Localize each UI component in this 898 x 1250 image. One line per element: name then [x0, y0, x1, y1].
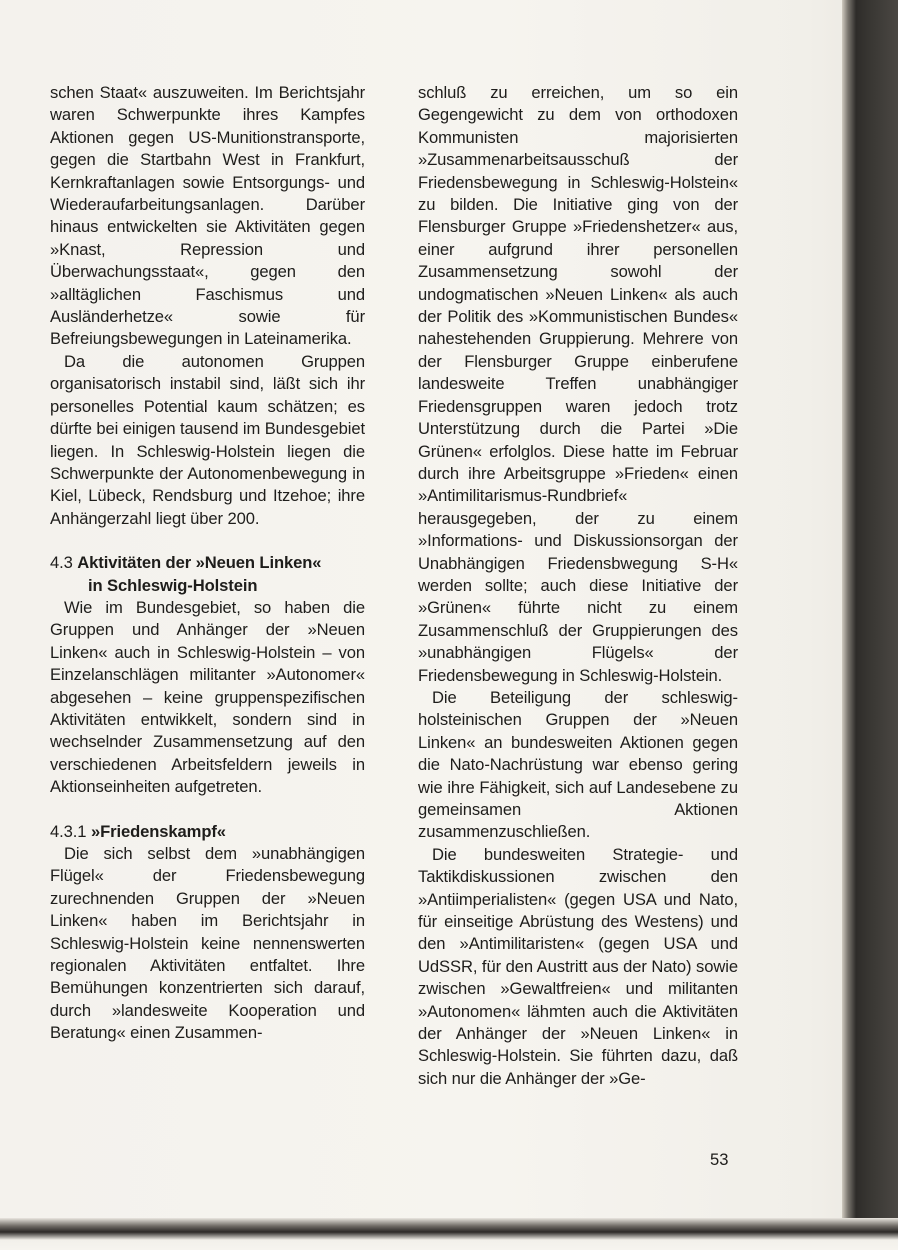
paragraph: schen Staat« auszuweiten. Im Berichtsjahr waren Schwerpunkte ihres Kampfes Aktionen gegen US-Munitionstransporte, gegen die Startbahn West in Frankfurt, Kernkraftanlagen sowie Entsorgungs- und Wiederaufarbeitungsanlagen. Darüber hinaus entwickelten sie Aktivitäten gegen »Knast, Repression und Überwachungsstaat«, gegen den »alltäglichen Faschismus und Ausländerhetze« sowie für Befreiungsbewegungen in Lateinamerika.: [50, 83, 365, 349]
book-spine-shadow: [842, 0, 898, 1250]
section-heading: 4.3 Aktivitäten der »Neuen Linken« in Schleswig-Holstein: [50, 553, 322, 595]
subsection-heading: 4.3.1 »Friedenskampf«: [50, 821, 226, 841]
paragraph: Die bundesweiten Strategie- und Taktikdiskussionen zwischen den »Antiimperialisten« (gegen USA und Nato, für einseitige Abrüstung des Westens) und den »Antimilitaristen« (gegen USA und UdSSR, für den Austritt aus der Nato) sowie zwischen »Gewaltfreien« und militanten »Autonomen« lähmten auch die Aktivitäten der Anhänger der »Neuen Linken« in Schleswig-Holstein. Sie führten dazu, daß sich nur die Anhänger der »Ge-: [418, 844, 738, 1088]
paragraph: Die Beteiligung der schleswig-holsteinischen Gruppen der »Neuen Linken« an bundesweiten Aktionen gegen die Nato-Nachrüstung war ebenso gering wie ihre Fähigkeit, sich auf Landesebene zu gemeinsamen Aktionen zusammenzuschließen.: [418, 687, 738, 842]
paragraph: Die sich selbst dem »unabhängigen Flügel« der Friedensbewegung zurechnenden Gruppen der »Neuen Linken« haben im Berichtsjahr in Schleswig-Holstein keine nennenswerten regionalen Aktivitäten entfaltet. Ihre Bemühungen konzentrierten sich darauf, durch »landesweite Kooperation und Beratung« einen Zusammen-: [50, 844, 365, 1043]
paragraph: Wie im Bundesgebiet, so haben die Gruppen und Anhänger der »Neuen Linken« auch in Schleswig-Holstein – von Einzelanschlägen militanter »Autonomer« abgesehen – keine gruppenspezifischen Aktivitäten entwikkelt, sondern sind in wechselnder Zusammensetzung auf den verschiedenen Arbeitsfeldern jeweils in Aktionseinheiten aufgetreten.: [50, 597, 365, 797]
left-column: [50, 82, 365, 1045]
paragraph: schluß zu erreichen, um so ein Gegengewicht zu dem von orthodoxen Kommunisten majorisierten »Zusammenarbeitsausschuß der Friedensbewegung in Schleswig-Holstein« zu bilden. Die Initiative ging von der Flensburger Gruppe »Friedenshetzer« aus, einer aufgrund ihrer personellen Zusammensetzung sowohl der undogmatischen »Neuen Linken« als auch der Politik des »Kommunistischen Bundes« nahestehenden Gruppierung. Mehrere von der Flensburger Gruppe einberufene landesweite Treffen unabhängiger Friedensgruppen waren jedoch trotz Unterstützung durch die Partei »Die Grünen« erfolglos. Diese hatte im Februar durch ihre Arbeitsgruppe »Frieden« einen »Antimilitarismus-Rundbrief« herausgegeben, der zu einem »Informations- und Diskussionsorgan der Unabhängigen Friedensbwegung S-H« werden sollte; auch diese Initiative der »Grünen« führte nicht zu einem Zusammenschluß der Gruppierungen des »unabhängigen Flügels« der Friedensbewegung in Schleswig-Holstein.: [418, 83, 738, 685]
page-bottom-edge: [0, 1218, 898, 1250]
right-column: [418, 82, 738, 1090]
page-number: 53: [710, 1150, 729, 1169]
paragraph: Da die autonomen Gruppen organisatorisch instabil sind, läßt sich ihr personelles Potential kaum schätzen; es dürfte bei einigen tausend im Bundesgebiet liegen. In Schleswig-Holstein liegen die Schwerpunkte der Autonomenbewegung in Kiel, Lübeck, Rendsburg und Itzehoe; ihre Anhängerzahl liegt über 200.: [50, 351, 365, 528]
